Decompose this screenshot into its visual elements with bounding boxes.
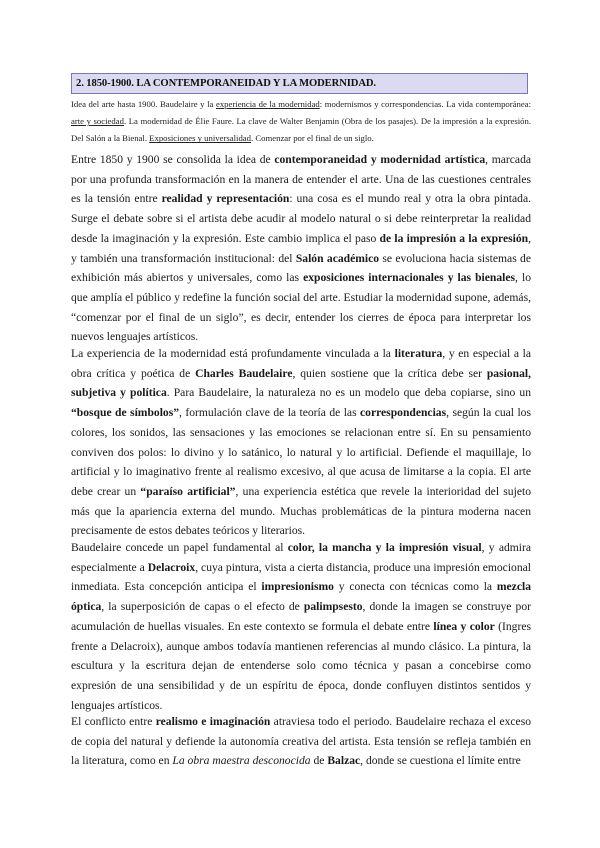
text-run: El conflicto entre — [71, 715, 156, 728]
text-run: La experiencia de la modernidad está profundamente vinculada a la — [71, 347, 395, 360]
paragraph-2 — [71, 344, 531, 541]
bold-text: palimpsesto — [303, 600, 363, 614]
text-run: , la superposición de capas o el efecto de — [101, 600, 304, 614]
text-run: , y admira especialmente a — [71, 541, 532, 574]
text-run: , y también una transformación institucional: del — [71, 231, 531, 265]
text-run: . Comenzar por el final de un siglo. — [251, 133, 374, 144]
underlined-text: experiencia de la modernidad — [215, 99, 320, 109]
text-run: (Ingres frente a Delacroix), aunque ambos todavía mantienen referencias al mundo clásico. La pintura, la escultura y la escritura dejan de entenderse solo como técnica y pasan a concebirse como expresión de una sensibilidad y de un espíritu de época, donde confluyen distintos sentidos y lenguajes artísticos. — [71, 619, 531, 712]
text-run: Baudelaire concede un papel fundamental al — [71, 541, 288, 554]
bold-text: realismo e imaginación — [155, 715, 271, 728]
bold-text: Delacroix — [147, 560, 196, 574]
bold-text: Balzac — [327, 754, 361, 768]
bold-text: línea y color — [433, 619, 495, 633]
bold-text: mezcla óptica — [71, 580, 531, 614]
text-run: , quien sostiene que la crítica debe ser — [292, 366, 487, 380]
paragraph-1 — [71, 150, 531, 347]
bold-text: Salón académico — [295, 251, 380, 265]
text-run: , lo que amplía el público y redefine la función social del arte. Estudiar la modernidad supone, además, “comenzar por el final de un siglo”, es decir, entender los cierres de época para interpretar los nuevos lenguajes artísticos. — [71, 271, 532, 344]
italic-text: La obra maestra desconocida — [172, 754, 311, 768]
underlined-text: arte y sociedad — [71, 116, 124, 127]
section-header — [71, 73, 528, 94]
text-run: . La modernidad de Élie Faure. La clave de Walter Benjamin (Obra de los pasajes). De la impresión a la expresión. Del Salón a la Bienal. — [71, 116, 531, 144]
text-run: , donde se cuestiona el límite entre — [360, 754, 521, 768]
bold-text: exposiciones internacionales y las bienales — [303, 271, 516, 285]
underlined-text: Exposiciones y universalidad — [149, 133, 251, 144]
section-summary — [71, 96, 531, 148]
paragraph-3 — [71, 538, 531, 715]
bold-text: color, la mancha y la impresión visual — [287, 541, 482, 554]
bold-text: “paraíso artificial” — [140, 484, 236, 498]
bold-text: “bosque de símbolos” — [71, 406, 180, 420]
text-run: de — [310, 754, 328, 768]
bold-text: correspondencias — [360, 406, 447, 420]
text-run: : una cosa es el mundo real y otra la obra pintada. Surge el debate sobre si el artista debe acudir al modelo natural o si debe reinterpretar la realidad desde la imaginación y la expresión. Este cambio implica el paso — [71, 192, 531, 245]
section-title: 2. 1850-1900. LA CONTEMPORANEIDAD Y LA MODERNIDAD. — [76, 78, 376, 89]
text-run: , cuya pintura, vista a cierta distancia, produce una impresión emocional inmediata. Esta concepción anticipa el — [71, 560, 531, 594]
text-run: Entre 1850 y 1900 se consolida la idea de — [71, 153, 275, 166]
text-run: , y en especial a la obra crítica y poética de — [71, 347, 531, 380]
paragraph-4 — [71, 712, 531, 771]
bold-text: contemporaneidad y modernidad artística — [274, 153, 486, 166]
bold-text: de la impresión a la expresión — [379, 231, 529, 245]
bold-text: impresionismo — [261, 580, 334, 594]
text-run: Idea del arte hasta 1900. Baudelaire y la — [71, 99, 216, 109]
bold-text: realidad y representación — [161, 192, 290, 206]
bold-text: Charles Baudelaire — [195, 366, 293, 380]
bold-text: literatura — [394, 347, 443, 360]
bold-text: pasional, subjetiva y política — [71, 366, 531, 400]
text-run: . Para Baudelaire, la naturaleza no es un modelo que deba copiarse, sino un — [166, 386, 531, 400]
text-run: atraviesa todo el periodo. Baudelaire rechaza el exceso de copia del natural y defiende la autonomía creativa del artista. Esta tensión se refleja también en la literatura, como en — [71, 715, 532, 768]
text-run: , marcada por una profunda transformación en la manera de entender el arte. Una de las cuestiones centrales es la tensión entre — [71, 153, 532, 206]
text-run: y conecta con técnicas como la — [333, 580, 497, 594]
text-run: : modernismos y correspondencias. La vida contemporánea: — [319, 99, 531, 109]
text-run: , donde la imagen se construye por acumulación de huellas visuales. En este contexto se formula el debate entre — [71, 600, 531, 633]
text-run: , una experiencia estética que revele la interioridad del sujeto más que la apariencia externa del mundo. Muchas problemáticas de la pintura moderna nacen precisamente de estos debates teóricos y literarios. — [71, 484, 531, 538]
text-run: , según la cual los colores, los sonidos, las sensaciones y las emociones se relacionan entre sí. En su pensamiento conviven dos polos: lo divino y lo satánico, lo natural y lo artificial. Defiende el maquillaje, lo artificial y lo imaginativo frente al realismo excesivo, al que acusa de limitarse a la copia. El arte debe crear un — [71, 406, 531, 498]
text-run: se evoluciona hacia sistemas de exhibición más abiertos y universales, como las — [71, 251, 532, 285]
text-run: , formulación clave de la teoría de las — [179, 406, 361, 420]
